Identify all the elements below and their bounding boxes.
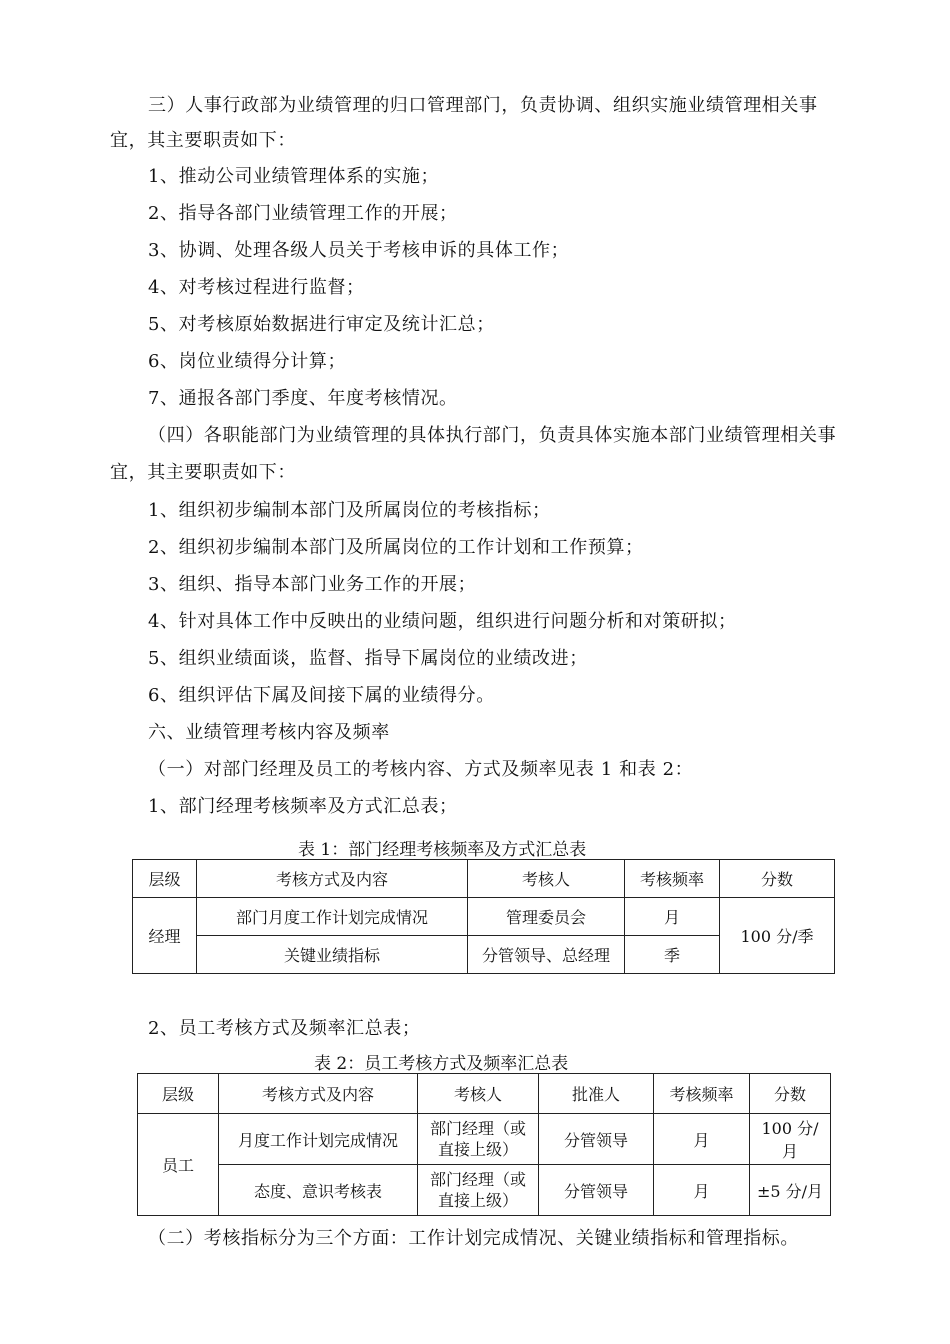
paragraph-line: 宜，其主要职责如下： [110,462,296,483]
list-item: 4、对考核过程进行监督； [148,277,365,298]
section-heading: 六、业绩管理考核内容及频率 [148,722,390,743]
table-cell: 分管领导、总经理 [468,936,625,974]
table-cell: 部门月度工作计划完成情况 [197,898,468,936]
table-cell: 月 [625,898,720,936]
table-header: 层级 [138,1074,219,1114]
table-header: 层级 [133,860,197,898]
paragraph-line: （二）考核指标分为三个方面：工作计划完成情况、关键业绩指标和管理指标。 [148,1228,799,1249]
table-cell: 态度、意识考核表 [219,1165,418,1216]
list-item: 2、员工考核方式及频率汇总表； [148,1018,421,1039]
paragraph-line: 宜，其主要职责如下： [110,130,296,151]
table-cell: 月度工作计划完成情况 [219,1114,418,1165]
table-cell: 管理委员会 [468,898,625,936]
list-item: 7、通报各部门季度、年度考核情况。 [148,388,458,409]
cell-line: 直接上级） [437,1191,518,1210]
cell-line: 部门经理（或 [429,1170,526,1189]
table-cell: 季 [625,936,720,974]
table-cell: 月 [654,1165,750,1216]
table-cell: 月 [654,1114,750,1165]
list-item: 4、针对具体工作中反映出的业绩问题，组织进行问题分析和对策研拟； [148,611,737,632]
table-cell: 分管领导 [539,1165,654,1216]
table1 [132,859,835,974]
table-header: 考核频率 [625,860,720,898]
paragraph-line: （四）各职能部门为业绩管理的具体执行部门，负责具体实施本部门业绩管理相关事 [148,425,837,446]
table-header: 批准人 [539,1074,654,1114]
list-item: 1、推动公司业绩管理体系的实施； [148,166,440,187]
table-header: 考核人 [418,1074,539,1114]
list-item: 2、组织初步编制本部门及所属岗位的工作计划和工作预算； [148,537,644,558]
list-item: 1、组织初步编制本部门及所属岗位的考核指标； [148,500,551,521]
table-cell [418,1165,539,1216]
table-cell: 关键业绩指标 [197,936,468,974]
list-item: 5、对考核原始数据进行审定及统计汇总； [148,314,495,335]
table-cell: 100 分/月 [750,1114,831,1165]
table-header: 分数 [720,860,835,898]
list-item: 3、组织、指导本部门业务工作的开展； [148,574,477,595]
list-item: 3、协调、处理各级人员关于考核申诉的具体工作； [148,240,570,261]
cell-line: 部门经理（或 [429,1119,526,1138]
list-item: 6、岗位业绩得分计算； [148,351,347,372]
list-item: 1、部门经理考核频率及方式汇总表； [148,796,458,817]
table-header: 考核频率 [654,1074,750,1114]
cell-line: 直接上级） [437,1140,518,1159]
table-cell [418,1114,539,1165]
table1-caption: 表 1：部门经理考核频率及方式汇总表 [298,840,587,860]
table-header: 分数 [750,1074,831,1114]
table-cell-level: 经理 [133,898,197,974]
table-cell-score: 100 分/季 [720,898,835,974]
paragraph-line: （一）对部门经理及员工的考核内容、方式及频率见表 1 和表 2： [148,759,694,780]
table-header: 考核方式及内容 [197,860,468,898]
list-item: 2、指导各部门业绩管理工作的开展； [148,203,458,224]
paragraph-line: 三）人事行政部为业绩管理的归口管理部门，负责协调、组织实施业绩管理相关事 [148,95,818,116]
table-cell: ±5 分/月 [750,1165,831,1216]
table-cell-level: 员工 [138,1114,219,1216]
list-item: 5、组织业绩面谈，监督、指导下属岗位的业绩改进； [148,648,588,669]
table-cell: 分管领导 [539,1114,654,1165]
table-header: 考核方式及内容 [219,1074,418,1114]
list-item: 6、组织评估下属及间接下属的业绩得分。 [148,685,495,706]
table-header: 考核人 [468,860,625,898]
table2 [137,1073,831,1216]
table2-caption: 表 2：员工考核方式及频率汇总表 [314,1054,569,1074]
